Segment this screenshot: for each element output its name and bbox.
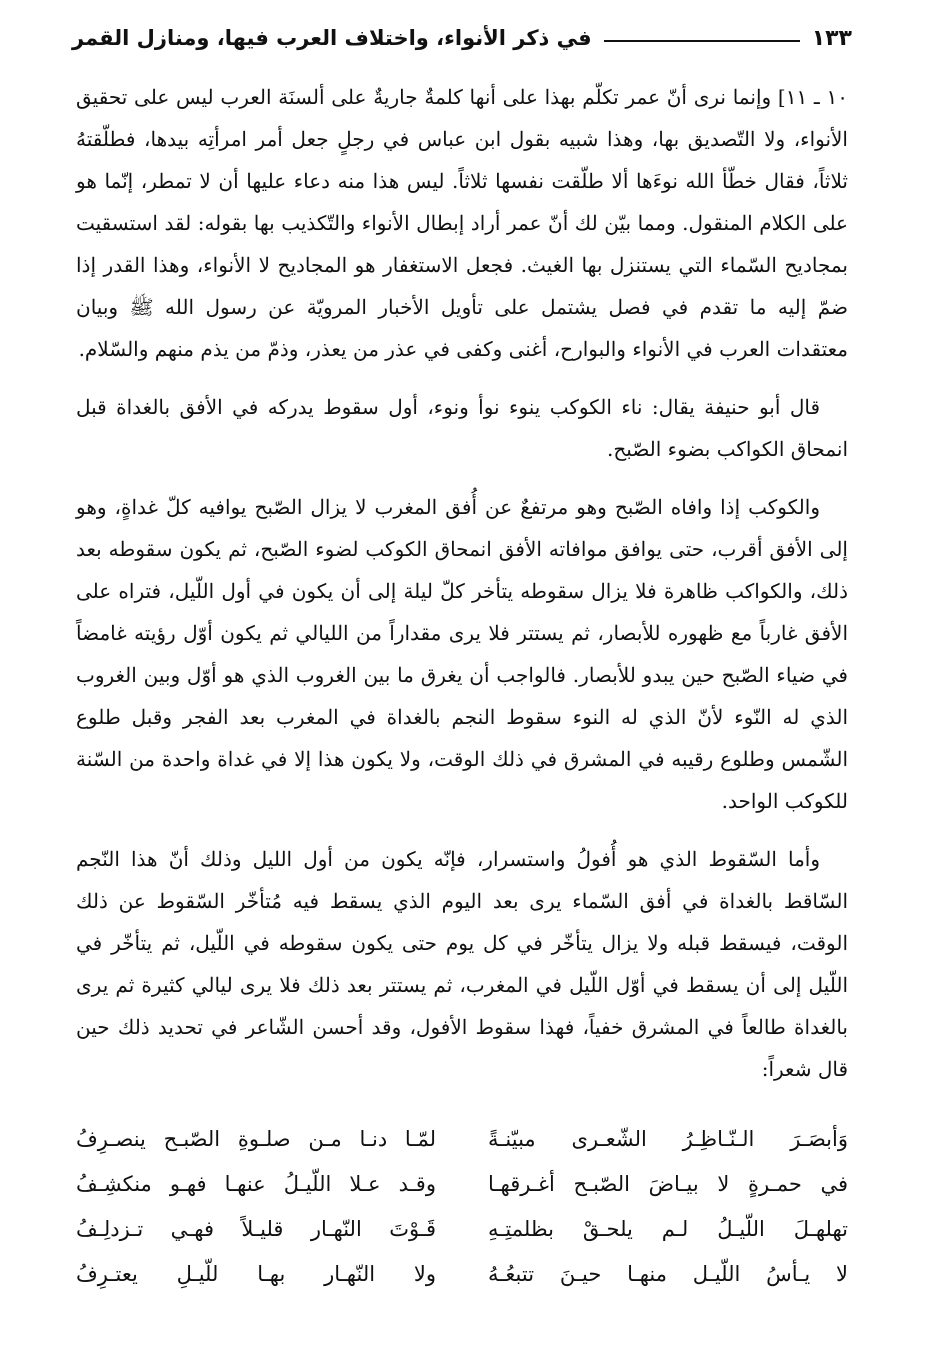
verse-second-hemistich: وقـد عـلا اللّيـلُ عنهـا فهـو منكشِـفُ (76, 1171, 436, 1196)
paragraph: والكوكب إذا وافاه الصّبح وهو مرتفعٌ عن أُفق المغرب لا يزال الصّبح يوافيه كلّ غداةٍ، وهو إلى الأفق أقرب، حتى يوافق موافاته الأفق انمحاق الكوكب لضوء الصّبح، ثم يكون سقوطه بعد ذلك، والكواكب ظاهرة فلا يزال سقوطه يتأخر كلّ ليلة إلى أن يكون في أول اللّيل، فتراه على الأفق غارباً مع ظهوره للأبصار، ثم يستتر فلا يرى مقداراً من الليالي ثم يكون أوّل رؤيته غامضاً في ضياء الصّبح حين يبدو للأبصار. فالواجب أن يغرق ما بين الغروب الذي هو أوّل وبين الغروب الذي له النّوء لأنّ الذي له النوء سقوط النجم بالغداة في المغرب بعد الفجر وقبل طلوع الشّمس وطلوع رقيبه في المشرق في ذلك الوقت، ولا يكون هذا إلا في غداة واحدة من السّنة للكوكب الواحد. (76, 495, 848, 813)
poem-verse (76, 1161, 848, 1206)
running-header (72, 18, 852, 58)
poem-verse (76, 1206, 848, 1251)
verse-first-hemistich: وَأبصَـرَ الـنّـاظِـرُ الشّعـرى مبيّنـةً (488, 1126, 848, 1151)
verse-second-hemistich: ولا النّهـار بهـا للّيـلِ يعتـرِفُ (76, 1261, 436, 1286)
page-number: ١٣٣ (811, 25, 852, 51)
verse-first-hemistich: تهلهـلَ اللّيـلُ لـم يلحـقْ بظلمتِـهِ (488, 1216, 848, 1241)
chapter-title: في ذكر الأنواء، واختلاف العرب فيها، ومنازل القمر (72, 26, 592, 50)
header-rule (604, 40, 800, 42)
verse-second-hemistich: لمّـا دنـا مـن صلـوةِ الصّبـح ينصـرِفُ (76, 1126, 436, 1151)
paragraph: ١٠ ـ ١١] وإنما نرى أنّ عمر تكلّم بهذا على أنها كلمةٌ جاريةٌ على ألسنَة العرب ليس على تحقيق الأنواء، ولا التّصديق بها، وهذا شبيه بقول ابن عباس في رجلٍ جعل أمر امرأتِه بيدها، فطلّقتهُ ثلاثاً، فقال خطّأ الله نوءَها ألا طلّقت نفسها ثلاثاً. ليس هذا منه دعاء عليها أن لا تمطر، إنّما هو على الكلام المنقول. ومما بيّن لك أنّ عمر أراد إبطال الأنواء والتّكذيب بها بقوله: لقد استسقيت بمجاديح السّماء التي يستنزل بها الغيث. فجعل الاستغفار هو المجاديح لا الأنواء، وهذا القدر إذا ضمّ إليه ما تقدم في فصل يشتمل على تأويل الأخبار المرويّة عن رسول الله ﷺ وبيان معتقدات العرب في الأنواء والبوارح، أغنى وكفى في عذر من يعذر، وذمّ من يذم منهم والسّلام. (76, 85, 848, 361)
paragraph: قال أبو حنيفة يقال: ناء الكوكب ينوء نوأ ونوء، أول سقوط يدركه في الأفق بالغداة قبل انمحاق الكواكب بضوء الصّبح. (76, 395, 848, 461)
verse-first-hemistich: لا يـأسُ اللّيـل منهـا حيـنَ تتبعُـهُ (488, 1261, 848, 1286)
poem-verse (76, 1116, 848, 1161)
poem-verse (76, 1251, 848, 1296)
poem (76, 1116, 848, 1296)
verse-second-hemistich: قَـوْتَ النّهـار قليـلاً فهـي تـزدلِـفُ (76, 1216, 436, 1241)
body-text (76, 76, 848, 1090)
verse-first-hemistich: في حمـرةٍ لا بيـاضَ الصّبـح أغـرقهـا (488, 1171, 848, 1196)
paragraph: وأما السّقوط الذي هو أُفولُ واستسرار، فإنّه يكون من أول الليل وذلك أنّ هذا النّجم السّاقط بالغداة في أفق السّماء يرى بعد اليوم الذي يسقط فيه مُتأخّر السّقوط عن ذلك الوقت، فيسقط قبله ولا يزال يتأخّر في كل يوم حتى يكون سقوطه في اللّيل، ثم يتأخّر في اللّيل إلى أن يسقط في أوّل اللّيل في المغرب، ثم يستتر بعد ذلك فلا يرى ليالي كثيرة ثم يرى بالغداة طالعاً في المشرق خفياً، فهذا سقوط الأفول، وقد أحسن الشّاعر في تحديد ذلك حين قال شعراً: (76, 847, 849, 1081)
